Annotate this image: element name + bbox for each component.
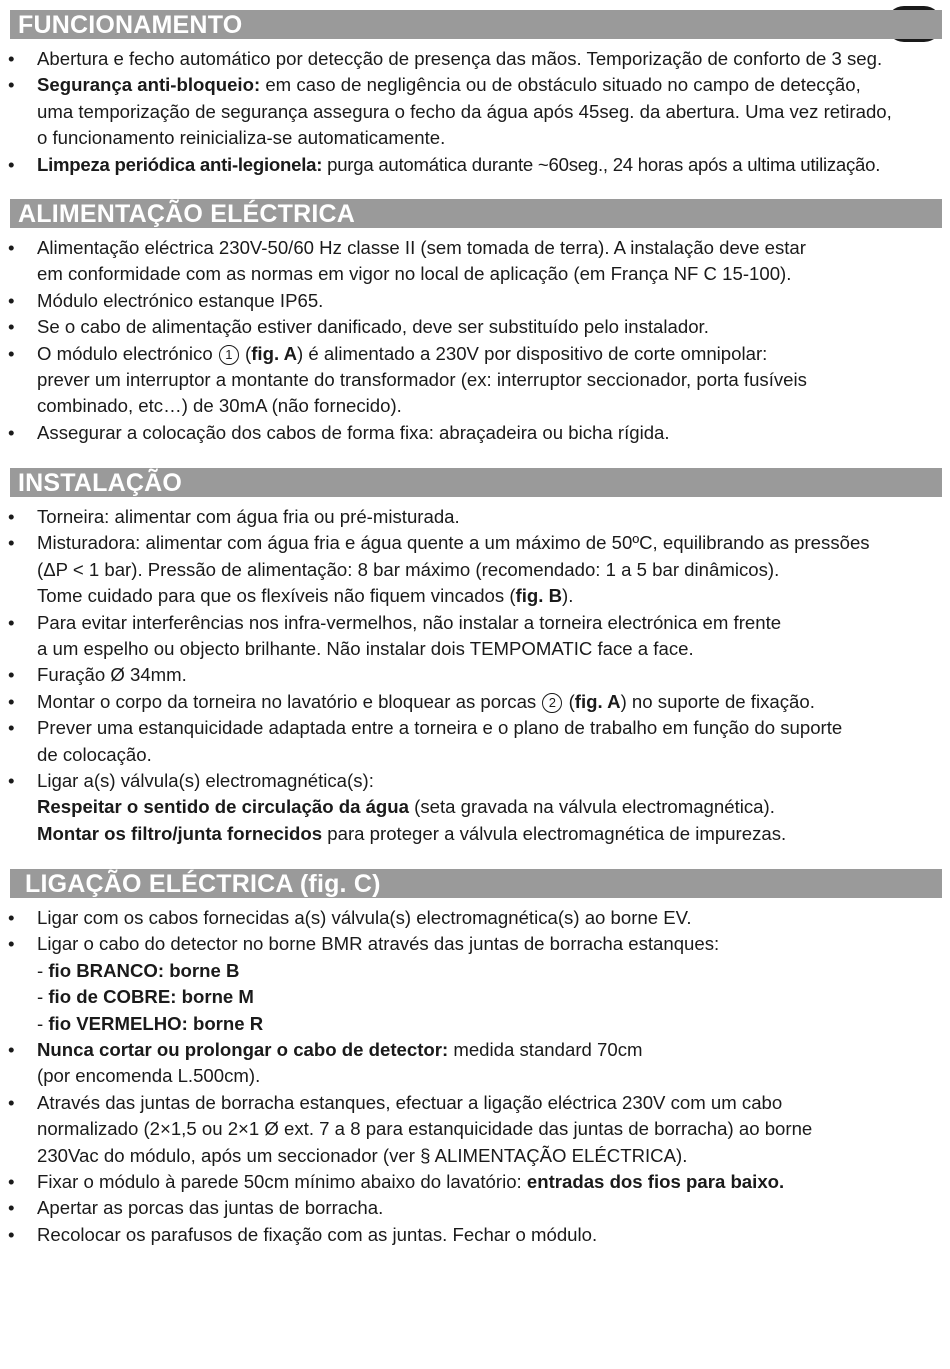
wire-line-2: - fio de COBRE: borne M xyxy=(37,986,254,1008)
item-text: uma temporização de segurança assegura o fecho da água após 45seg. da abertura. Uma vez retirado, xyxy=(37,100,892,122)
item-bold: Respeitar o sentido de circulação da água xyxy=(37,796,409,818)
bullet: • xyxy=(8,664,15,686)
section-title: FUNCIONAMENTO xyxy=(18,11,243,39)
list-instalacao xyxy=(0,504,950,847)
item-text: medida standard 70cm xyxy=(448,1039,643,1061)
item-text: ( xyxy=(239,342,252,364)
item-text: Ligar a(s) válvula(s) electromagnética(s): xyxy=(37,770,374,792)
item-text: combinado, etc…) de 30mA (não fornecido). xyxy=(37,395,402,417)
item-text: Montar o corpo da torneira no lavatório e bloquear as porcas xyxy=(37,690,542,712)
item-text: de colocação. xyxy=(37,743,152,765)
bullet: • xyxy=(8,1223,15,1245)
figure-ref: fig. B xyxy=(515,585,563,607)
list-item xyxy=(0,905,950,931)
item-text: (seta gravada na válvula electromagnética). xyxy=(409,796,775,818)
item-text: ) é alimentado a 230V por dispositivo de corte omnipolar: xyxy=(297,342,768,364)
bullet: • xyxy=(8,1039,15,1061)
bullet: • xyxy=(8,342,15,364)
item-bold: fio de COBRE: borne M xyxy=(48,986,254,1008)
item-bold: fio BRANCO: borne B xyxy=(48,959,240,981)
list-item xyxy=(0,314,950,340)
list-item xyxy=(0,715,950,768)
section-header-ligacao xyxy=(10,869,942,898)
item-bold: Montar os filtro/junta fornecidos xyxy=(37,822,323,844)
list-item xyxy=(0,1222,950,1248)
bullet: • xyxy=(8,933,15,955)
bullet: • xyxy=(8,48,15,69)
list-item xyxy=(0,288,950,314)
bullet: • xyxy=(8,690,15,712)
item-text: prever um interruptor a montante do transformador (ex: interruptor seccionador, porta fusíveis xyxy=(37,369,807,391)
item-text: em conformidade com as normas em vigor no local de aplicação (em França NF C 15-100). xyxy=(37,263,792,285)
item-text: Módulo electrónico estanque IP65. xyxy=(37,289,324,311)
bullet: • xyxy=(8,611,15,633)
list-item xyxy=(0,72,950,151)
section-title: INSTALAÇÃO xyxy=(18,469,183,497)
list-item xyxy=(0,341,950,420)
item-text: Torneira: alimentar com água fria ou pré-misturada. xyxy=(37,506,460,527)
list-item xyxy=(0,1090,950,1169)
callout-number-1: 1 xyxy=(219,345,239,365)
section-title: LIGAÇÃO ELÉCTRICA (fig. C) xyxy=(25,870,381,898)
item-text: ) no suporte de fixação. xyxy=(620,690,815,712)
bullet: • xyxy=(8,717,15,739)
callout-number-2: 2 xyxy=(542,693,562,713)
item-text: Furação Ø 34mm. xyxy=(37,664,187,686)
bullet: • xyxy=(8,421,15,443)
item-text: (por encomenda L.500cm). xyxy=(37,1065,261,1087)
item-text: a um espelho ou objecto brilhante. Não instalar dois TEMPOMATIC face a face. xyxy=(37,638,694,660)
item-text: Recolocar os parafusos de fixação com as juntas. Fechar o módulo. xyxy=(37,1223,598,1245)
item-bold: entradas dos fios para baixo. xyxy=(526,1171,785,1193)
list-item xyxy=(0,152,950,178)
bullet: • xyxy=(8,1197,15,1219)
figure-ref: fig. A xyxy=(574,690,621,712)
item-text: O módulo electrónico xyxy=(37,342,218,364)
item-text: em caso de negligência ou de obstáculo situado no campo de detecção, xyxy=(260,74,861,96)
list-item xyxy=(0,235,950,288)
item-bold: Nunca cortar ou prolongar o cabo de detector: xyxy=(37,1039,449,1061)
item-text: purga automática durante ~60seg., 24 horas após a ultima utilização. xyxy=(322,153,881,175)
item-text: Tome cuidado para que os flexíveis não fiquem vincados ( xyxy=(37,585,516,607)
item-text: Prever uma estanquicidade adaptada entre a torneira e o plano de trabalho em função do suporte xyxy=(37,717,843,739)
list-item xyxy=(0,662,950,688)
item-text: ( xyxy=(563,690,575,712)
list-item xyxy=(0,768,950,847)
bullet: • xyxy=(8,1091,15,1113)
item-text: Para evitar interferências nos infra-vermelhos, não instalar a torneira electrónica em frente xyxy=(37,611,782,633)
item-bold: Limpeza periódica anti-legionela: xyxy=(37,153,323,175)
list-item xyxy=(0,1037,950,1090)
section-title: ALIMENTAÇÃO ELÉCTRICA xyxy=(18,200,356,228)
section-header-funcionamento xyxy=(10,10,942,39)
item-text: Alimentação eléctrica 230V-50/60 Hz classe II (sem tomada de terra). A instalação deve estar xyxy=(37,237,806,258)
wire-line-3: - fio VERMELHO: borne R xyxy=(37,1012,264,1034)
bullet: • xyxy=(8,316,15,338)
list-ligacao xyxy=(0,905,950,1248)
item-text: Assegurar a colocação dos cabos de forma fixa: abraçadeira ou bicha rígida. xyxy=(37,421,670,443)
bullet: • xyxy=(8,237,15,258)
list-item xyxy=(0,610,950,663)
item-text: Através das juntas de borracha estanques, efectuar a ligação eléctrica 230V com um cabo xyxy=(37,1091,783,1113)
wire-line-1: - fio BRANCO: borne B xyxy=(37,959,240,981)
bullet: • xyxy=(8,770,15,792)
list-item xyxy=(0,1169,950,1195)
list-item xyxy=(0,46,950,72)
item-text: o funcionamento reinicializa-se automaticamente. xyxy=(37,127,446,149)
section-header-alimentacao xyxy=(10,199,942,228)
bullet: • xyxy=(8,907,15,928)
item-text: normalizado (2×1,5 ou 2×1 Ø ext. 7 a 8 para estanquicidade das juntas de borracha) ao borne xyxy=(37,1118,813,1140)
list-alimentacao xyxy=(0,235,950,446)
bullet: • xyxy=(8,289,15,311)
list-item xyxy=(0,530,950,609)
bullet: • xyxy=(8,74,15,96)
figure-ref: fig. A xyxy=(251,342,298,364)
item-text: Ligar o cabo do detector no borne BMR através das juntas de borracha estanques: xyxy=(37,933,720,955)
bullet: • xyxy=(8,506,15,527)
item-text: Fixar o módulo à parede 50cm mínimo abaixo do lavatório: xyxy=(37,1171,527,1193)
bullet: • xyxy=(8,532,15,554)
item-text: Abertura e fecho automático por detecção de presença das mãos. Temporização de conforto de 3 seg. xyxy=(37,48,883,69)
item-text: (ΔP < 1 bar). Pressão de alimentação: 8 bar máximo (recomendado: 1 a 5 bar dinâmicos). xyxy=(37,558,780,580)
item-text: Ligar com os cabos fornecidas a(s) válvula(s) electromagnética(s) ao borne EV. xyxy=(37,907,692,928)
list-item xyxy=(0,689,950,715)
bullet: • xyxy=(8,153,15,175)
item-text: Apertar as porcas das juntas de borracha. xyxy=(37,1197,384,1219)
item-text: ). xyxy=(562,585,574,607)
item-text: para proteger a válvula electromagnética de impurezas. xyxy=(322,822,787,844)
bullet: • xyxy=(8,1171,15,1193)
list-item xyxy=(0,1195,950,1221)
list-item xyxy=(0,504,950,530)
item-text: 230Vac do módulo, após um seccionador (ver § ALIMENTAÇÃO ELÉCTRICA). xyxy=(37,1144,688,1166)
item-text: Se o cabo de alimentação estiver danificado, deve ser substituído pelo instalador. xyxy=(37,316,709,338)
section-header-instalacao xyxy=(10,468,942,497)
item-bold: Segurança anti-bloqueio: xyxy=(37,74,261,96)
item-text: Misturadora: alimentar com água fria e água quente a um máximo de 50ºC, equilibrando as pressões xyxy=(37,532,870,554)
list-item xyxy=(0,931,950,1037)
item-bold: fio VERMELHO: borne R xyxy=(48,1012,264,1034)
list-item xyxy=(0,420,950,446)
list-funcionamento xyxy=(0,46,950,178)
